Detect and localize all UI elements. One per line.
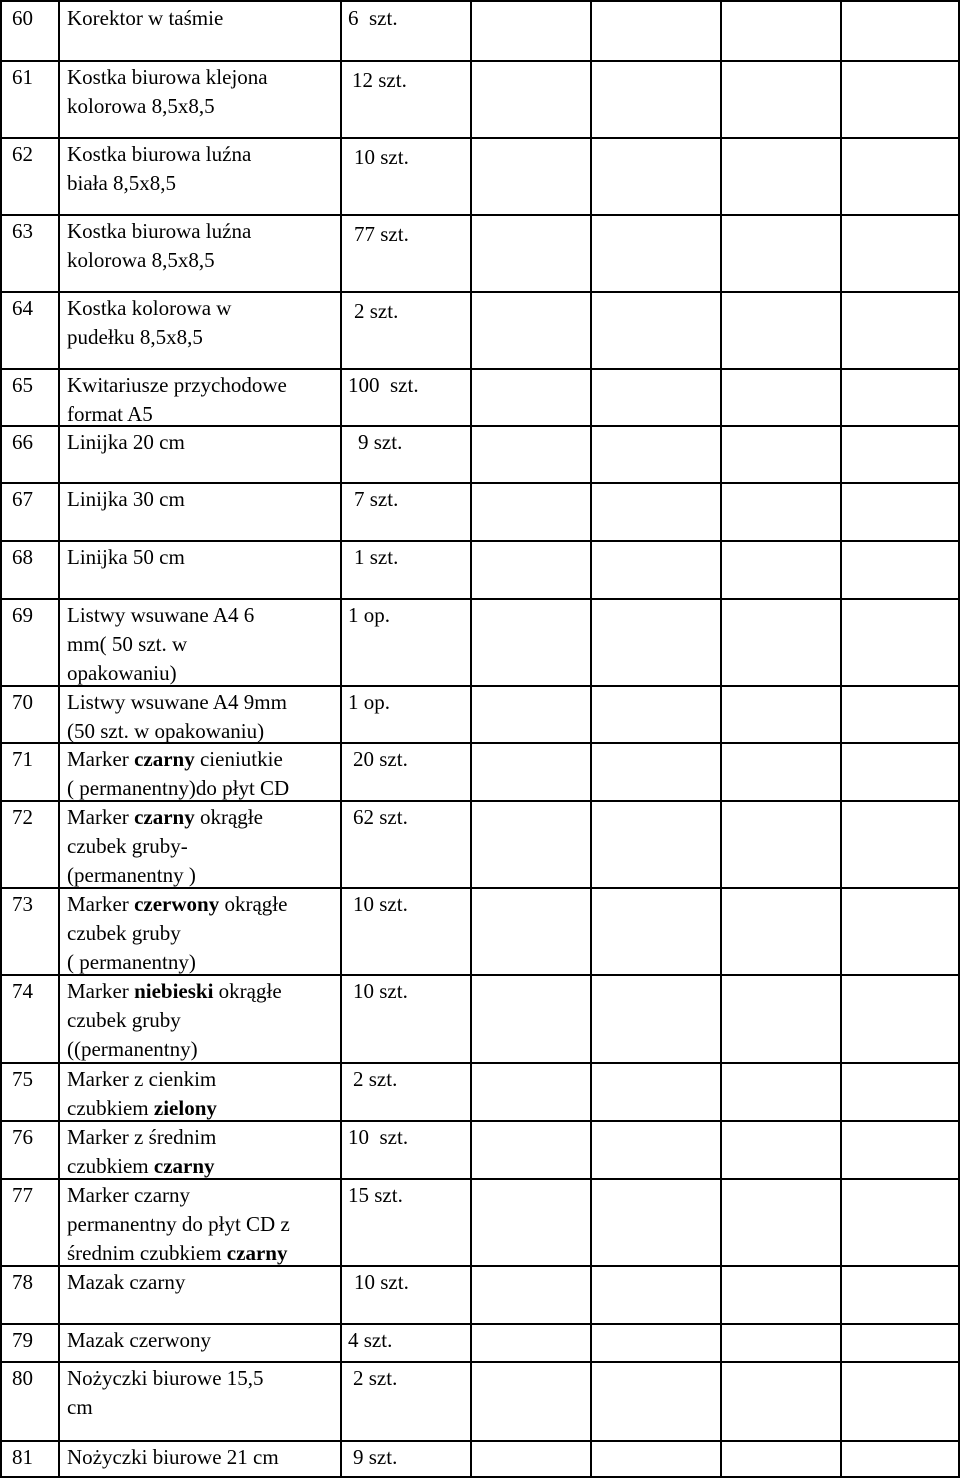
description-line xyxy=(67,1006,337,1035)
description-line xyxy=(67,659,337,688)
description-line xyxy=(67,1393,337,1422)
description-line xyxy=(67,1094,337,1123)
description-text: Marker xyxy=(67,747,135,771)
row-number: 60 xyxy=(12,6,33,30)
row-quantity: 100 szt. xyxy=(348,373,419,397)
description-text: Listwy wsuwane A4 6 xyxy=(67,603,255,627)
description-text: okrągłe xyxy=(194,805,263,829)
row-description xyxy=(67,63,337,121)
description-emphasis: zielony xyxy=(153,1096,217,1120)
description-text: Kostka kolorowa w xyxy=(67,296,232,320)
description-text: Kostka biurowa luźna xyxy=(67,219,252,243)
row-description xyxy=(67,428,337,457)
column-divider xyxy=(590,0,592,1478)
row-number: 73 xyxy=(12,892,33,916)
description-line xyxy=(67,400,337,429)
row-description xyxy=(67,543,337,572)
description-line xyxy=(67,890,337,919)
row-quantity: 2 szt. xyxy=(353,1067,398,1091)
row-number: 62 xyxy=(12,142,33,166)
description-emphasis: niebieski xyxy=(134,979,214,1003)
row-quantity: 10 szt. xyxy=(354,145,409,169)
description-text: Kwitariusze przychodowe xyxy=(67,373,287,397)
description-text: Marker z średnim xyxy=(67,1125,217,1149)
description-text: czubek gruby xyxy=(67,1008,181,1032)
description-text: cm xyxy=(67,1395,93,1419)
row-divider xyxy=(0,540,960,542)
row-description xyxy=(67,217,337,275)
row-divider xyxy=(0,60,960,62)
description-text: cieniutkie xyxy=(194,747,283,771)
description-text: format A5 xyxy=(67,402,153,426)
row-number: 79 xyxy=(12,1328,33,1352)
description-line xyxy=(67,948,337,977)
description-line xyxy=(67,371,337,400)
description-line xyxy=(67,1152,337,1181)
description-text: czubkiem xyxy=(67,1154,154,1178)
description-line xyxy=(67,217,337,246)
row-description xyxy=(67,1326,337,1355)
column-divider xyxy=(340,0,342,1478)
row-quantity: 62 szt. xyxy=(353,805,408,829)
row-description xyxy=(67,294,337,352)
description-text: ( permanentny) xyxy=(67,950,196,974)
description-text: okrągłe xyxy=(213,979,282,1003)
description-line xyxy=(67,1065,337,1094)
row-description xyxy=(67,1123,337,1181)
row-number: 69 xyxy=(12,603,33,627)
row-quantity: 4 szt. xyxy=(348,1328,393,1352)
row-description xyxy=(67,4,337,33)
description-text: Kostka biurowa klejona xyxy=(67,65,268,89)
row-quantity: 12 szt. xyxy=(352,68,407,92)
description-line xyxy=(67,1123,337,1152)
description-text: opakowaniu) xyxy=(67,661,177,685)
description-text: Mazak czarny xyxy=(67,1270,186,1294)
row-description xyxy=(67,890,337,977)
row-number: 67 xyxy=(12,487,33,511)
row-quantity: 10 szt. xyxy=(354,1270,409,1294)
row-number: 76 xyxy=(12,1125,33,1149)
row-quantity: 7 szt. xyxy=(354,487,399,511)
description-text: ( permanentny)do płyt CD xyxy=(67,776,290,800)
row-quantity: 77 szt. xyxy=(354,222,409,246)
description-line xyxy=(67,1443,337,1472)
description-text: Marker czarny xyxy=(67,1183,191,1207)
description-text: czubkiem xyxy=(67,1096,154,1120)
description-text: czubek gruby- xyxy=(67,834,188,858)
description-line xyxy=(67,601,337,630)
row-quantity: 9 szt. xyxy=(353,1445,398,1469)
row-quantity: 9 szt. xyxy=(358,430,403,454)
row-description xyxy=(67,485,337,514)
row-description xyxy=(67,371,337,429)
row-description xyxy=(67,1443,337,1472)
description-emphasis: czarny xyxy=(134,805,195,829)
description-line xyxy=(67,977,337,1006)
description-text: permanentny do płyt CD z xyxy=(67,1212,290,1236)
row-quantity: 1 op. xyxy=(348,603,390,627)
description-line xyxy=(67,1268,337,1297)
row-divider xyxy=(0,291,960,293)
description-line xyxy=(67,1364,337,1393)
row-number: 75 xyxy=(12,1067,33,1091)
row-divider xyxy=(0,1323,960,1325)
description-text: Linijka 50 cm xyxy=(67,545,185,569)
description-text: kolorowa 8,5x8,5 xyxy=(67,248,215,272)
description-text: (50 szt. w opakowaniu) xyxy=(67,719,265,743)
description-line xyxy=(67,4,337,33)
row-quantity: 1 szt. xyxy=(354,545,399,569)
description-text: Kostka biurowa luźna xyxy=(67,142,252,166)
row-divider xyxy=(0,482,960,484)
description-text: Mazak czerwony xyxy=(67,1328,212,1352)
row-description xyxy=(67,977,337,1064)
description-emphasis: czarny xyxy=(153,1154,215,1178)
description-line xyxy=(67,543,337,572)
column-divider xyxy=(470,0,472,1478)
description-text: kolorowa 8,5x8,5 xyxy=(67,94,215,118)
row-description xyxy=(67,1364,337,1422)
description-line xyxy=(67,485,337,514)
row-quantity: 10 szt. xyxy=(353,979,408,1003)
row-description xyxy=(67,140,337,198)
description-line xyxy=(67,832,337,861)
description-text: biała 8,5x8,5 xyxy=(67,171,177,195)
description-line xyxy=(67,428,337,457)
description-line xyxy=(67,919,337,948)
description-emphasis: czerwony xyxy=(134,892,220,916)
row-divider xyxy=(0,1361,960,1363)
description-line xyxy=(67,169,337,198)
description-text: Linijka 20 cm xyxy=(67,430,185,454)
row-description xyxy=(67,601,337,688)
description-text: Nożyczki biurowe 21 cm xyxy=(67,1445,279,1469)
column-divider xyxy=(840,0,842,1478)
description-text: Listwy wsuwane A4 9mm xyxy=(67,690,287,714)
row-number: 68 xyxy=(12,545,33,569)
row-quantity: 6 szt. xyxy=(348,6,398,30)
row-description xyxy=(67,1065,337,1123)
row-number: 64 xyxy=(12,296,33,320)
column-divider xyxy=(0,0,2,1478)
row-description xyxy=(67,1181,337,1268)
row-quantity: 2 szt. xyxy=(353,1366,398,1390)
description-line xyxy=(67,717,337,746)
description-line xyxy=(67,294,337,323)
row-number: 81 xyxy=(12,1445,33,1469)
description-text: czubek gruby xyxy=(67,921,181,945)
row-number: 71 xyxy=(12,747,33,771)
row-divider xyxy=(0,368,960,370)
row-number: 70 xyxy=(12,690,33,714)
description-emphasis: czarny xyxy=(134,747,195,771)
description-line xyxy=(67,1326,337,1355)
row-description xyxy=(67,688,337,746)
description-line xyxy=(67,803,337,832)
description-text: Linijka 30 cm xyxy=(67,487,185,511)
description-line xyxy=(67,323,337,352)
description-text: mm( 50 szt. w xyxy=(67,632,188,656)
description-line xyxy=(67,861,337,890)
row-number: 65 xyxy=(12,373,33,397)
description-emphasis: czarny xyxy=(226,1241,288,1265)
row-number: 78 xyxy=(12,1270,33,1294)
row-number: 72 xyxy=(12,805,33,829)
row-divider xyxy=(0,598,960,600)
row-quantity: 10 szt. xyxy=(353,892,408,916)
description-line xyxy=(67,1210,337,1239)
description-line xyxy=(67,630,337,659)
description-line xyxy=(67,745,337,774)
description-line xyxy=(67,774,337,803)
row-number: 77 xyxy=(12,1183,33,1207)
description-text: (permanentny ) xyxy=(67,863,196,887)
column-divider xyxy=(720,0,722,1478)
description-text: Marker xyxy=(67,979,135,1003)
row-number: 63 xyxy=(12,219,33,243)
description-line xyxy=(67,688,337,717)
column-divider xyxy=(58,0,60,1478)
description-text: Korektor w taśmie xyxy=(67,6,224,30)
row-description xyxy=(67,1268,337,1297)
description-text: Marker xyxy=(67,892,135,916)
row-quantity: 2 szt. xyxy=(354,299,399,323)
description-text: ((permanentny) xyxy=(67,1037,198,1061)
description-text: średnim czubkiem xyxy=(67,1241,227,1265)
row-quantity: 10 szt. xyxy=(348,1125,409,1149)
description-line xyxy=(67,1181,337,1210)
description-text: Nożyczki biurowe 15,5 xyxy=(67,1366,264,1390)
description-line xyxy=(67,92,337,121)
row-divider xyxy=(0,1440,960,1442)
description-line xyxy=(67,140,337,169)
description-line xyxy=(67,246,337,275)
description-line xyxy=(67,1035,337,1064)
row-divider xyxy=(0,214,960,216)
row-number: 61 xyxy=(12,65,33,89)
description-text: Marker xyxy=(67,805,135,829)
row-number: 74 xyxy=(12,979,33,1003)
row-description xyxy=(67,803,337,890)
description-text: okrągłe xyxy=(219,892,288,916)
description-line xyxy=(67,63,337,92)
row-number: 66 xyxy=(12,430,33,454)
row-quantity: 20 szt. xyxy=(353,747,408,771)
row-quantity: 1 op. xyxy=(348,690,390,714)
description-text: Marker z cienkim xyxy=(67,1067,217,1091)
row-number: 80 xyxy=(12,1366,33,1390)
row-divider xyxy=(0,0,960,2)
row-quantity: 15 szt. xyxy=(348,1183,403,1207)
row-divider xyxy=(0,137,960,139)
row-description xyxy=(67,745,337,803)
description-line xyxy=(67,1239,337,1268)
description-text: pudełku 8,5x8,5 xyxy=(67,325,203,349)
